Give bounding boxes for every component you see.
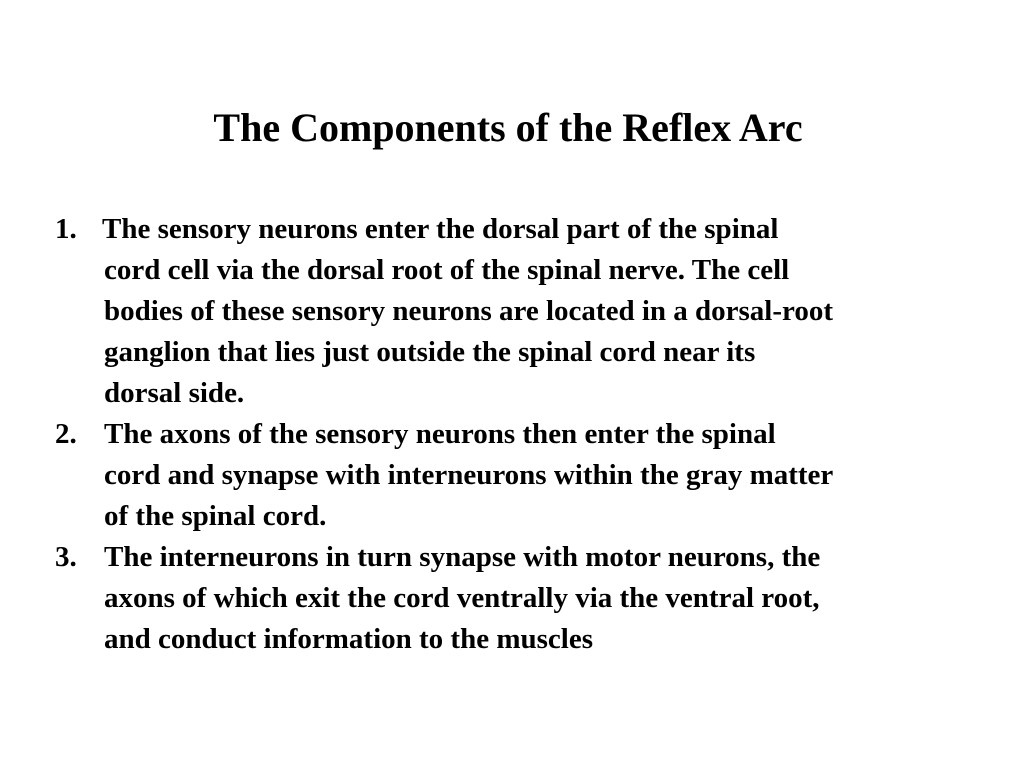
list-item-number: 2.: [55, 418, 77, 450]
slide-title: The Components of the Reflex Arc: [213, 105, 803, 150]
list-item: [0, 537, 1024, 660]
list-item-text-line: axons of which exit the cord ventrally via the ventral root,: [104, 582, 820, 614]
list-item-number: 3.: [55, 541, 77, 573]
list-item-text-line: and conduct information to the muscles: [104, 623, 593, 655]
components-list: [0, 209, 1024, 660]
list-item-text-line: The axons of the sensory neurons then enter the spinal: [104, 418, 776, 450]
list-item: [0, 209, 1024, 414]
list-item-text-line: of the spinal cord.: [104, 500, 327, 532]
list-item-text-line: dorsal side.: [104, 377, 245, 409]
list-item-text-line: cord and synapse with interneurons within the gray matter: [104, 459, 834, 491]
list-item-number: 1.: [55, 213, 77, 245]
list-item-text-line: The sensory neurons enter the dorsal part of the spinal: [102, 213, 779, 245]
list-item-text-line: The interneurons in turn synapse with motor neurons, the: [104, 541, 821, 573]
list-item: [0, 414, 1024, 537]
list-item-text-line: cord cell via the dorsal root of the spinal nerve. The cell: [104, 254, 790, 286]
list-item-text-line: ganglion that lies just outside the spinal cord near its: [104, 336, 756, 368]
list-item-text-line: bodies of these sensory neurons are located in a dorsal-root: [104, 295, 834, 327]
